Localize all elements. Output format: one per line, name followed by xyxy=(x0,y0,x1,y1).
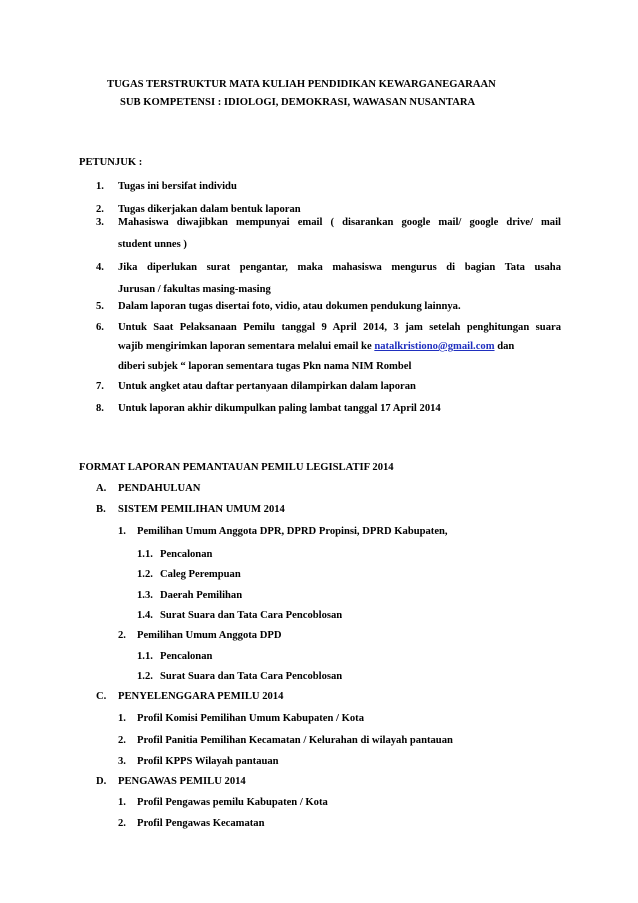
petunjuk-item-4-line-1: Jika diperlukan surat pengantar, maka mahasiswa mengurus di bagian Tata usaha xyxy=(118,262,561,273)
section-c-letter: C. xyxy=(96,691,107,702)
petunjuk-item-6-line-2 xyxy=(118,341,514,353)
petunjuk-item-6-line-2-text: wajib mengirimkan laporan sementara melalui email ke xyxy=(118,341,372,352)
section-b-2-1-num: 1.1. xyxy=(137,651,153,662)
section-a-letter: A. xyxy=(96,483,107,494)
section-d-title: PENGAWAS PEMILU 2014 xyxy=(118,776,246,787)
petunjuk-item-6-line-1: Untuk Saat Pelaksanaan Pemilu tanggal 9 April 2014, 3 jam setelah penghitungan suara xyxy=(118,322,561,333)
section-b-1-2-num: 1.2. xyxy=(137,569,153,580)
section-b-1-4-text: Surat Suara dan Tata Cara Pencoblosan xyxy=(160,610,343,621)
section-d-1-num: 1. xyxy=(118,797,126,808)
petunjuk-item-2: Tugas dikerjakan dalam bentuk laporan xyxy=(118,204,301,215)
petunjuk-item-8: Untuk laporan akhir dikumpulkan paling lambat tanggal 17 April 2014 xyxy=(118,403,441,414)
section-b-2-2-text: Surat Suara dan Tata Cara Pencoblosan xyxy=(160,671,343,682)
petunjuk-item-5: Dalam laporan tugas disertai foto, vidio, atau dokumen pendukung lainnya. xyxy=(118,301,461,312)
section-b-2-num: 2. xyxy=(118,630,126,641)
section-c-3-num: 3. xyxy=(118,756,126,767)
section-d-2-text: Profil Pengawas Kecamatan xyxy=(137,818,265,829)
section-b-2-2-num: 1.2. xyxy=(137,671,153,682)
section-b-2-1-text: Pencalonan xyxy=(160,651,213,662)
petunjuk-item-3-line-1: Mahasiswa diwajibkan mempunyai email ( disarankan google mail/ google drive/ mail xyxy=(118,217,561,228)
title-line-2: SUB KOMPETENSI : IDIOLOGI, DEMOKRASI, WAWASAN NUSANTARA xyxy=(120,97,476,108)
section-d-letter: D. xyxy=(96,776,107,787)
section-b-1-2-text: Caleg Perempuan xyxy=(160,569,241,580)
section-b-1-3-text: Daerah Pemilihan xyxy=(160,590,243,601)
petunjuk-num-5: 5. xyxy=(96,301,104,312)
format-heading: FORMAT LAPORAN PEMANTAUAN PEMILU LEGISLATIF 2014 xyxy=(79,462,394,473)
title-line-1: TUGAS TERSTRUKTUR MATA KULIAH PENDIDIKAN KEWARGANEGARAAN xyxy=(107,79,496,90)
petunjuk-num-6: 6. xyxy=(96,322,104,333)
section-c-3-text: Profil KPPS Wilayah pantauan xyxy=(137,756,279,767)
section-c-2-text: Profil Panitia Pemilihan Kecamatan / Kelurahan di wilayah pantauan xyxy=(137,735,453,746)
petunjuk-num-8: 8. xyxy=(96,403,104,414)
petunjuk-item-6-line-3: diberi subjek “ laporan sementara tugas Pkn nama NIM Rombel xyxy=(118,361,412,372)
petunjuk-num-3: 3. xyxy=(96,217,104,228)
section-b-1-num: 1. xyxy=(118,526,126,537)
section-b-1-1-num: 1.1. xyxy=(137,549,153,560)
section-c-2-num: 2. xyxy=(118,735,126,746)
petunjuk-num-1: 1. xyxy=(96,181,104,192)
section-b-title: SISTEM PEMILIHAN UMUM 2014 xyxy=(118,504,285,515)
petunjuk-item-4-line-2: Jurusan / fakultas masing-masing xyxy=(118,284,271,295)
petunjuk-num-2: 2. xyxy=(96,204,104,215)
section-b-1-title: Pemilihan Umum Anggota DPR, DPRD Propinsi, DPRD Kabupaten, xyxy=(137,526,448,537)
petunjuk-item-1: Tugas ini bersifat individu xyxy=(118,181,237,192)
section-b-1-1-text: Pencalonan xyxy=(160,549,213,560)
petunjuk-heading: PETUNJUK : xyxy=(79,157,143,168)
section-d-2-num: 2. xyxy=(118,818,126,829)
petunjuk-num-4: 4. xyxy=(96,262,104,273)
section-d-1-text: Profil Pengawas pemilu Kabupaten / Kota xyxy=(137,797,328,808)
section-b-1-4-num: 1.4. xyxy=(137,610,153,621)
petunjuk-item-7: Untuk angket atau daftar pertanyaan dilampirkan dalam laporan xyxy=(118,381,416,392)
section-b-2-title: Pemilihan Umum Anggota DPD xyxy=(137,630,282,641)
section-c-1-num: 1. xyxy=(118,713,126,724)
section-b-letter: B. xyxy=(96,504,106,515)
section-c-title: PENYELENGGARA PEMILU 2014 xyxy=(118,691,284,702)
petunjuk-item-3-line-2: student unnes ) xyxy=(118,239,187,250)
email-link[interactable]: natalkristiono@gmail.com xyxy=(374,341,495,352)
section-b-1-3-num: 1.3. xyxy=(137,590,153,601)
section-a-title: PENDAHULUAN xyxy=(118,483,201,494)
petunjuk-item-6-line-2-end: dan xyxy=(497,341,515,352)
section-c-1-text: Profil Komisi Pemilihan Umum Kabupaten / Kota xyxy=(137,713,364,724)
petunjuk-num-7: 7. xyxy=(96,381,104,392)
